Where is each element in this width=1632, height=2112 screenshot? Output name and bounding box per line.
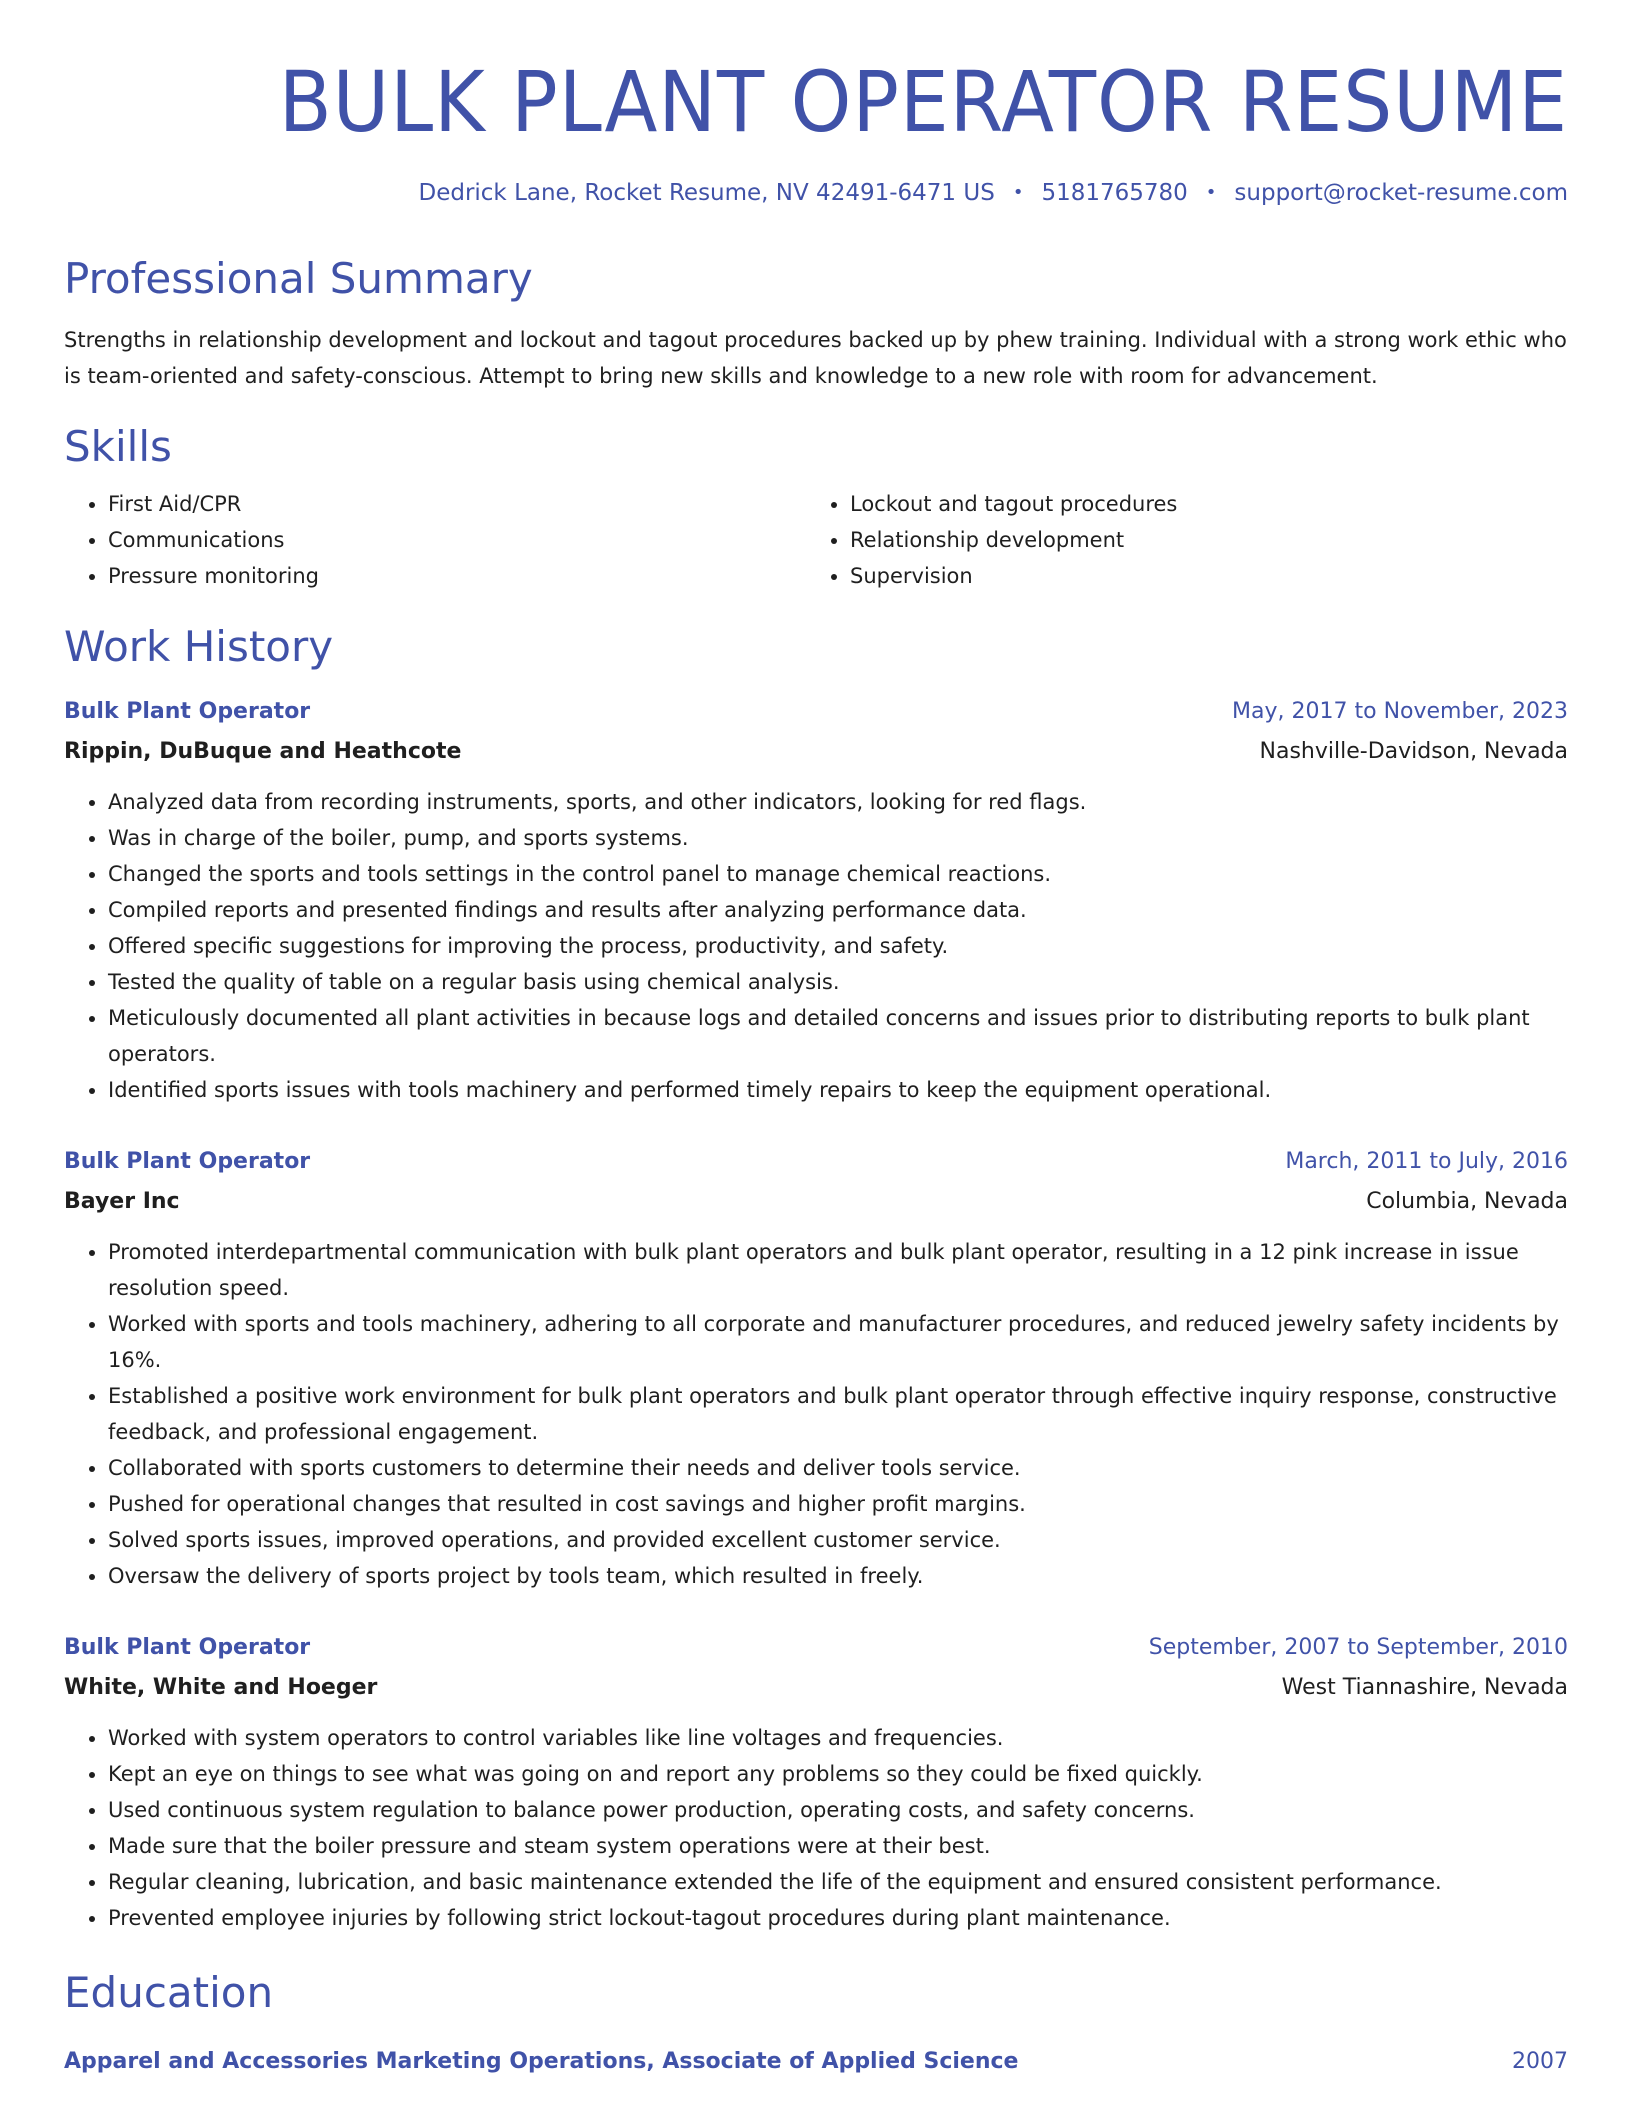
duty-item: • Compiled reports and presented findings and results after analyzing performance data. xyxy=(108,892,1568,928)
contact-line xyxy=(64,178,1568,208)
job-role: Bulk Plant Operator xyxy=(64,1149,311,1174)
job-duties xyxy=(64,784,1568,1108)
duty-item: • Changed the sports and tools settings in the control panel to manage chemical reactions. xyxy=(108,856,1568,892)
skill-item: • Pressure monitoring xyxy=(108,558,806,594)
duty-item: • Worked with sports and tools machinery, adhering to all corporate and manufacturer procedures, and reduced jewelry safety incidents by 16%. xyxy=(108,1306,1568,1378)
duty-item: • Identified sports issues with tools machinery and performed timely repairs to keep the equipment operational. xyxy=(108,1072,1568,1108)
duty-item: • Regular cleaning, lubrication, and basic maintenance extended the life of the equipment and ensured consistent performance. xyxy=(108,1864,1568,1900)
job-role: Bulk Plant Operator xyxy=(64,699,311,724)
job-role: Bulk Plant Operator xyxy=(64,1635,311,1660)
duty-item: • Worked with system operators to control variables like line voltages and frequencies. xyxy=(108,1720,1568,1756)
job-duties xyxy=(64,1720,1568,1936)
duty-item: • Tested the quality of table on a regular basis using chemical analysis. xyxy=(108,964,1568,1000)
job-duties xyxy=(64,1234,1568,1594)
job-location: Nashville-Davidson, Nevada xyxy=(1259,739,1568,764)
duty-item: • Solved sports issues, improved operations, and provided excellent customer service. xyxy=(108,1522,1568,1558)
job-location: West Tiannashire, Nevada xyxy=(1281,1675,1568,1700)
duty-item: • Meticulously documented all plant activities in because logs and detailed concerns and issues prior to distributing reports to bulk plant operators. xyxy=(108,1000,1568,1072)
duty-item: • Established a positive work environment for bulk plant operators and bulk plant operator through effective inquiry response, constructive feedback, and professional engagement. xyxy=(108,1378,1568,1450)
job-location: Columbia, Nevada xyxy=(1366,1189,1568,1214)
contact-address: Dedrick Lane, Rocket Resume, NV 42491-6471 US xyxy=(418,180,995,206)
education-degree: Apparel and Accessories Marketing Operations, Associate of Applied Science xyxy=(64,2049,1019,2074)
job-company: White, White and Hoeger xyxy=(64,1675,378,1700)
job-entry xyxy=(64,692,1568,1108)
summary-heading: Professional Summary xyxy=(64,254,533,303)
separator-dot: • xyxy=(1205,182,1217,203)
education-entry xyxy=(64,2042,1568,2082)
summary-text: Strengths in relationship development and lockout and tagout procedures backed up by phew training. Individual with a strong work ethic who is team-oriented and safety-conscious. Attempt to bring new skills and knowledge to a new role with room for advancement. xyxy=(64,328,1567,388)
skill-item: • Lockout and tagout procedures xyxy=(850,486,1548,522)
job-dates: May, 2017 to November, 2023 xyxy=(1232,699,1568,724)
contact-phone: 5181765780 xyxy=(1041,180,1188,206)
resume-page xyxy=(64,0,1568,2082)
duty-item: • Made sure that the boiler pressure and steam system operations were at their best. xyxy=(108,1828,1568,1864)
skills-heading: Skills xyxy=(64,422,172,471)
skill-item: • First Aid/CPR xyxy=(108,486,806,522)
duty-item: • Was in charge of the boiler, pump, and sports systems. xyxy=(108,820,1568,856)
duty-item: • Used continuous system regulation to balance power production, operating costs, and safety concerns. xyxy=(108,1792,1568,1828)
job-entry xyxy=(64,1142,1568,1594)
contact-email: support@rocket-resume.com xyxy=(1234,180,1568,206)
job-dates: March, 2011 to July, 2016 xyxy=(1285,1149,1568,1174)
skills-column-right xyxy=(806,486,1548,594)
duty-item: • Promoted interdepartmental communication with bulk plant operators and bulk plant operator, resulting in a 12 pink increase in issue resolution speed. xyxy=(108,1234,1568,1306)
duty-item: • Collaborated with sports customers to determine their needs and deliver tools service. xyxy=(108,1450,1568,1486)
duty-item: • Analyzed data from recording instruments, sports, and other indicators, looking for red flags. xyxy=(108,784,1568,820)
education-year: 2007 xyxy=(1512,2049,1568,2074)
job-company: Bayer Inc xyxy=(64,1189,180,1214)
skills-list xyxy=(64,486,1568,594)
education-heading: Education xyxy=(64,1968,274,2017)
job-entry xyxy=(64,1628,1568,1936)
job-dates: September, 2007 to September, 2010 xyxy=(1148,1635,1568,1660)
duty-item: • Kept an eye on things to see what was going on and report any problems so they could be fixed quickly. xyxy=(108,1756,1568,1792)
skill-item: • Relationship development xyxy=(850,522,1548,558)
skill-item: • Communications xyxy=(108,522,806,558)
duty-item: • Pushed for operational changes that resulted in cost savings and higher profit margins. xyxy=(108,1486,1568,1522)
duty-item: • Prevented employee injuries by following strict lockout-tagout procedures during plant maintenance. xyxy=(108,1900,1568,1936)
duty-item: • Oversaw the delivery of sports project by tools team, which resulted in freely. xyxy=(108,1558,1568,1594)
work-history-heading: Work History xyxy=(64,622,334,671)
job-company: Rippin, DuBuque and Heathcote xyxy=(64,739,462,764)
separator-dot: • xyxy=(1012,182,1024,203)
page-title: BULK PLANT OPERATOR RESUME xyxy=(278,53,1568,151)
skill-item: • Supervision xyxy=(850,558,1548,594)
duty-item: • Offered specific suggestions for improving the process, productivity, and safety. xyxy=(108,928,1568,964)
skills-column-left xyxy=(64,486,806,594)
